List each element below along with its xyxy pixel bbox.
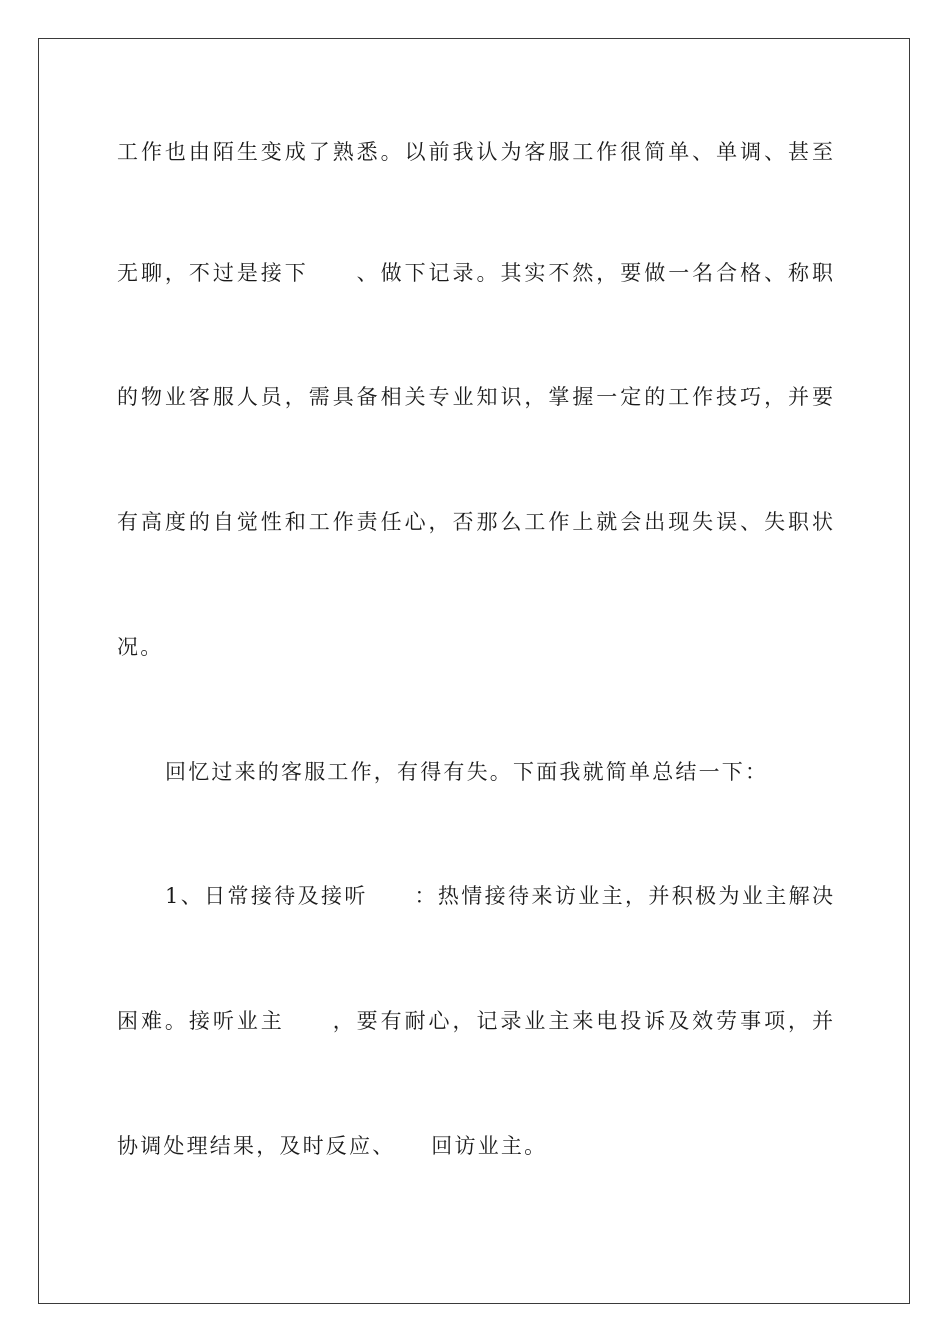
text-line-5: 况。	[117, 635, 164, 659]
text-line-1: 工作也由陌生变成了熟悉。以前我认为客服工作很简单、单调、甚至	[117, 140, 833, 164]
text-line-3: 的物业客服人员，需具备相关专业知识，掌握一定的工作技巧，并要	[117, 385, 833, 409]
list-item-1-line-2: 困难。接听业主 ，要有耐心，记录业主来电投诉及效劳事项，并	[117, 1009, 833, 1033]
text-line-2: 无聊，不过是接下 、做下记录。其实不然，要做一名合格、称职	[117, 261, 833, 285]
paragraph-review-intro: 回忆过来的客服工作，有得有失。下面我就简单总结一下：	[165, 760, 769, 784]
list-item-1-line-3: 协调处理结果，及时反应、 回访业主。	[117, 1134, 548, 1158]
page-border	[38, 38, 910, 1304]
text-line-4: 有高度的自觉性和工作责任心，否那么工作上就会出现失误、失职状	[117, 510, 833, 534]
list-item-1-line-1: 1、日常接待及接听 ：热情接待来访业主，并积极为业主解决	[165, 884, 833, 908]
